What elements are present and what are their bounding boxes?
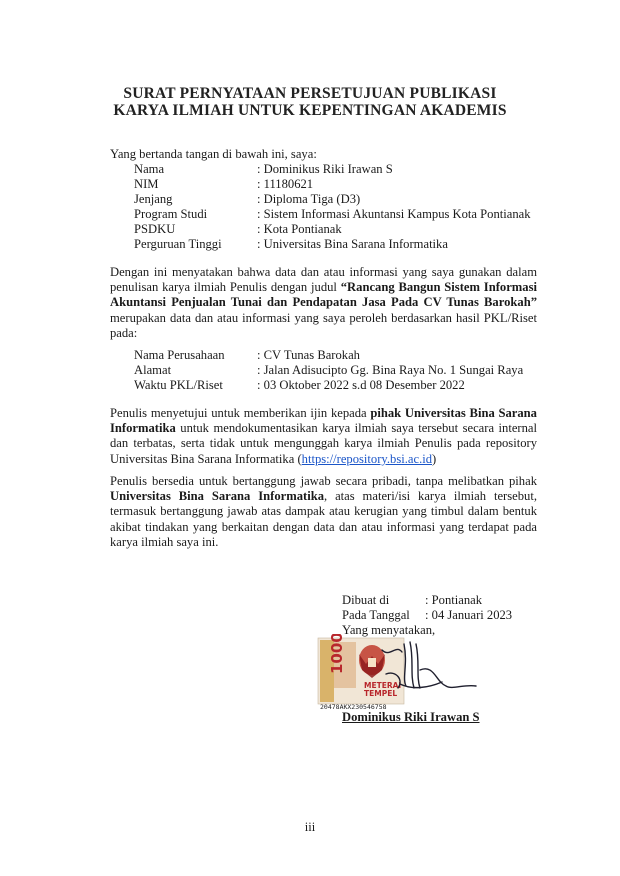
stamp-label-tempel: TEMPEL (364, 689, 398, 698)
intro-text: Yang bertanda tangan di bawah ini, saya: (110, 147, 317, 161)
identity-value-nim: : 11180621 (257, 177, 314, 191)
paragraph-permission-p2: untuk mendokumentasikan karya ilmiah saya tersebut secara internal dan terbatas, serta tidak untuk mengunggah karya ilmiah Penulis pada repository Universitas Bina Sarana Informatika ( (110, 421, 537, 466)
paragraph-permission (110, 406, 537, 467)
identity-value-jenjang: : Diploma Tiga (D3) (257, 192, 361, 206)
company-value-nama: : CV Tunas Barokah (257, 348, 360, 362)
paragraph-responsibility-p2: , atas materi/isi karya ilmiah tersebut, termasuk bertanggung jawab atas dampak atau kerugian yang timbul dalam bentuk akibat tindakan yang berkaitan dengan data dan atau informasi yang terdapat pada karya ilmiah saya ini. (110, 489, 537, 549)
paragraph-permission-p1: Penulis menyetujui untuk memberikan ijin kepada (110, 406, 371, 420)
identity-label-nim: NIM (134, 177, 159, 191)
signer-name: Dominikus Riki Irawan S (342, 710, 480, 724)
date-value: : 04 Januari 2023 (425, 608, 513, 622)
company-value-waktu: : 03 Oktober 2022 s.d 08 Desember 2022 (257, 378, 465, 392)
company-value-alamat: : Jalan Adisucipto Gg. Bina Raya No. 1 Sungai Raya (257, 363, 524, 377)
identity-label-psdku: PSDKU (134, 222, 176, 236)
company-label-waktu: Waktu PKL/Riset (134, 378, 223, 392)
document-title-line-2: KARYA ILMIAH UNTUK KEPENTINGAN AKADEMIS (113, 102, 507, 119)
identity-value-psdku: : Kota Pontianak (257, 222, 342, 236)
paragraph-responsibility-bold: Universitas Bina Sarana Informatika (110, 489, 325, 504)
place-label: Dibuat di (342, 593, 390, 607)
paragraph-declaration-post: merupakan data dan atau informasi yang saya peroleh berdasarkan hasil PKL/Riset pada: (110, 310, 537, 340)
stamp-serial: 20478AKX230546758 (320, 703, 387, 711)
paragraph-responsibility (110, 474, 537, 550)
stamp-amount: 10000 (328, 634, 346, 674)
paragraph-declaration (110, 265, 537, 341)
identity-label-jenjang: Jenjang (134, 192, 173, 206)
company-label-alamat: Alamat (134, 363, 172, 377)
identity-value-nama: : Dominikus Riki Irawan S (257, 162, 393, 176)
identity-label-perguruan-tinggi: Perguruan Tinggi (134, 237, 222, 251)
stamp-label-meterai: METERAI (364, 681, 402, 690)
company-label-nama: Nama Perusahaan (134, 348, 225, 362)
document-title-line-1: SURAT PERNYATAAN PERSETUJUAN PUBLIKASI (123, 85, 497, 102)
identity-value-perguruan-tinggi: : Universitas Bina Sarana Informatika (257, 237, 448, 251)
identity-label-nama: Nama (134, 162, 165, 176)
repository-link[interactable]: https://repository.bsi.ac.id (301, 451, 433, 466)
identity-value-program-studi: : Sistem Informasi Akuntansi Kampus Kota Pontianak (257, 207, 531, 221)
paragraph-declaration-pre: Dengan ini menyatakan bahwa data dan atau informasi yang saya gunakan dalam penulisan karya ilmiah Penulis dengan judul (110, 265, 537, 295)
thesis-title: “Rancang Bangun Sistem Informasi Akuntansi Penjualan Tunai dan Pendapatan Jasa Pada CV Tunas Barokah” (110, 280, 537, 310)
statement-text: Yang menyatakan, (342, 623, 436, 637)
stamp-and-signature (316, 634, 484, 716)
page-number: iii (304, 820, 316, 834)
identity-label-program-studi: Program Studi (134, 207, 208, 221)
date-label: Pada Tanggal (342, 608, 410, 622)
stamp-graphic (316, 634, 484, 716)
place-value: : Pontianak (425, 593, 483, 607)
paragraph-permission-bold: pihak Universitas Bina Sarana Informatika (110, 406, 537, 436)
paragraph-responsibility-p1: Penulis bersedia untuk bertanggung jawab secara pribadi, tanpa melibatkan pihak (110, 474, 537, 488)
paragraph-permission-p3: ) (432, 451, 437, 466)
